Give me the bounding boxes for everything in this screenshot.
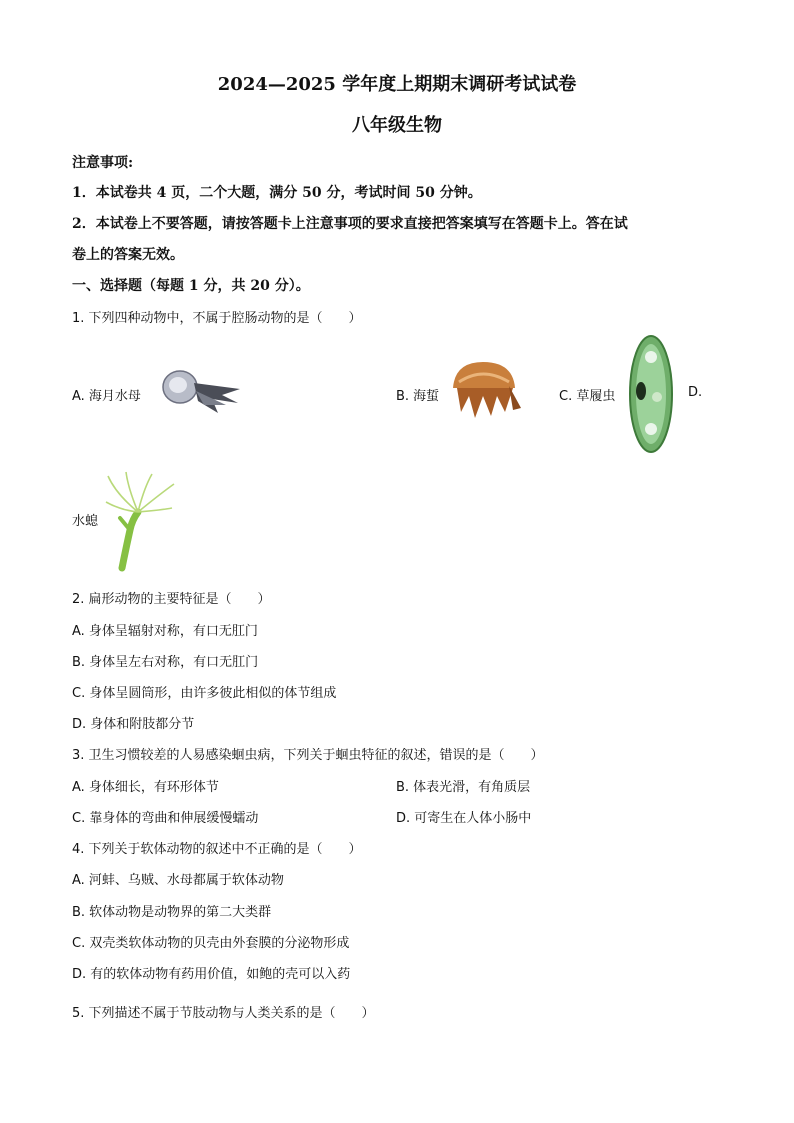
question-1-option-d: D.	[688, 385, 703, 400]
question-5-stem: 5. 下列描述不属于节肢动物与人类关系的是（ ）	[72, 1006, 375, 1021]
question-4-option-a: A. 河蚌、乌贼、水母都属于软体动物	[72, 873, 284, 888]
moon-jellyfish-image	[160, 365, 242, 417]
question-4-option-b: B. 软体动物是动物界的第二大类群	[72, 905, 272, 920]
question-3-option-d: D. 可寄生在人体小肠中	[396, 811, 532, 826]
note-item-2-line-2: 卷上的答案无效。	[72, 247, 184, 263]
exam-title: 2024—2025 学年度上期期末调研考试试卷	[217, 74, 577, 95]
question-1-stem: 1. 下列四种动物中，不属于腔肠动物的是（ ）	[72, 311, 362, 326]
exam-subtitle: 八年级生物	[352, 115, 442, 136]
question-2-option-a: A. 身体呈辐射对称，有口无肛门	[72, 624, 258, 639]
question-2-option-c: C. 身体呈圆筒形，由许多彼此相似的体节组成	[72, 686, 337, 701]
question-1-option-d-label: 水螅	[72, 514, 99, 529]
question-2-option-d: D. 身体和附肢都分节	[72, 717, 195, 732]
note-item-2-line-1: 2．本试卷上不要答题，请按答题卡上注意事项的要求直接把答案填写在答题卡上。答在试	[72, 216, 628, 232]
question-3-option-c: C. 靠身体的弯曲和伸展缓慢蠕动	[72, 811, 259, 826]
question-3-stem: 3. 卫生习惯较差的人易感染蛔虫病，下列关于蛔虫特征的叙述，错误的是（ ）	[72, 748, 544, 763]
question-1-option-c: C. 草履虫	[559, 389, 616, 404]
question-3-option-a: A. 身体细长，有环形体节	[72, 780, 219, 795]
question-3-option-b: B. 体表光滑，有角质层	[396, 780, 531, 795]
sea-jelly-image	[447, 360, 523, 420]
question-4-option-c: C. 双壳类软体动物的贝壳由外套膜的分泌物形成	[72, 936, 350, 951]
question-2-stem: 2. 扁形动物的主要特征是（ ）	[72, 592, 271, 607]
question-1-option-a: A. 海月水母	[72, 389, 141, 404]
question-2-option-b: B. 身体呈左右对称，有口无肛门	[72, 655, 259, 670]
section-heading: 一、选择题（每题 1 分，共 20 分）。	[72, 278, 310, 294]
note-item-1: 1．本试卷共 4 页，二个大题，满分 50 分，考试时间 50 分钟。	[72, 185, 482, 201]
hydra-image	[104, 470, 176, 572]
question-1-option-b: B. 海蜇	[396, 389, 440, 404]
question-4-option-d: D. 有的软体动物有药用价值，如鲍的壳可以入药	[72, 967, 351, 982]
notes-heading: 注意事项:	[72, 155, 134, 171]
paramecium-image	[627, 333, 675, 455]
question-4-stem: 4. 下列关于软体动物的叙述中不正确的是（ ）	[72, 842, 362, 857]
